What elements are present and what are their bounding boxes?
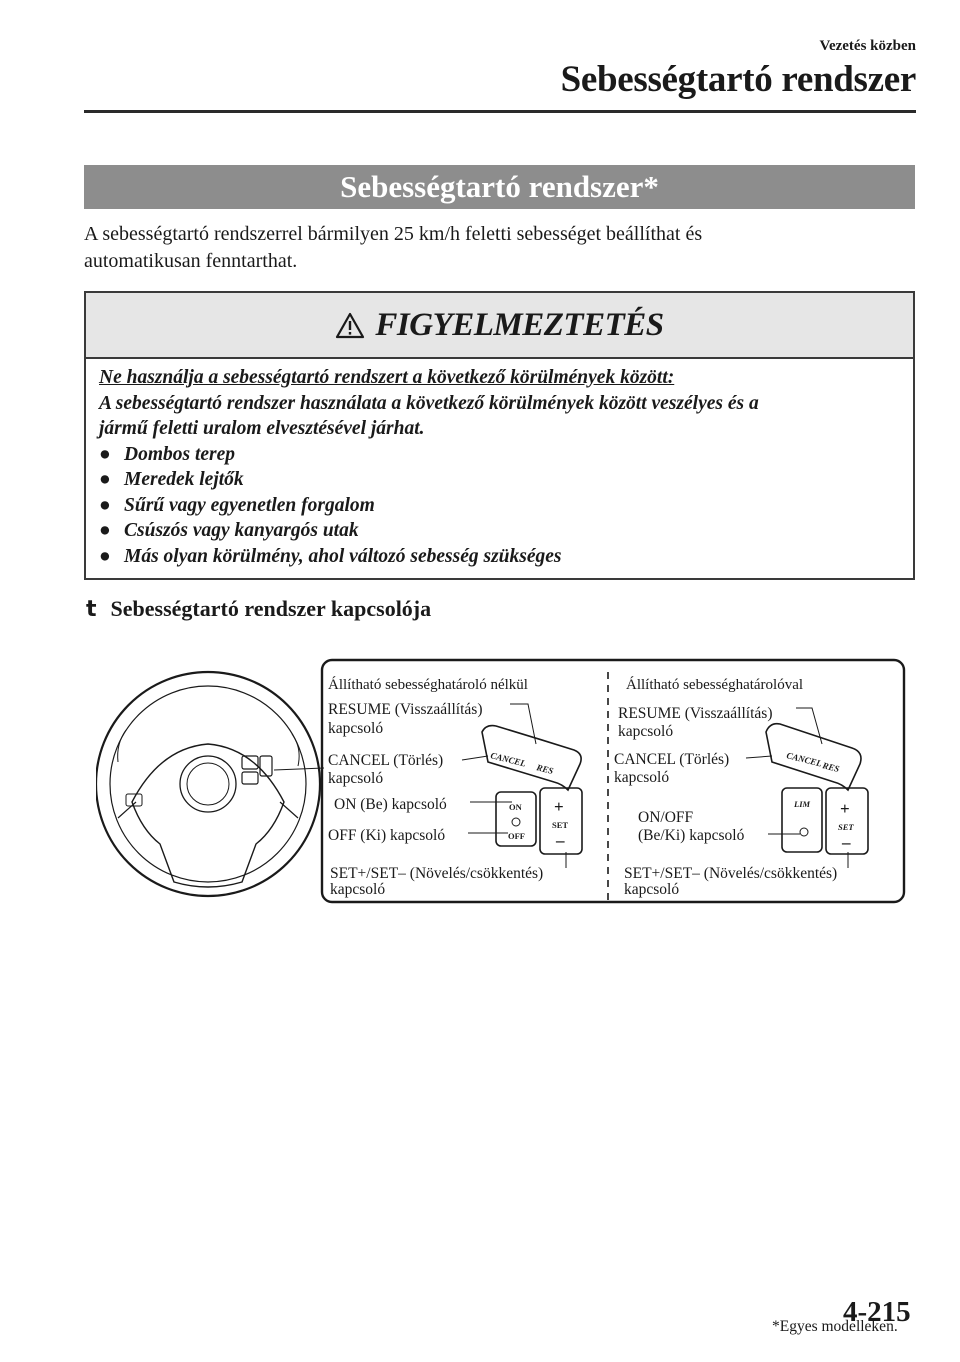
intro-line: automatikusan fenntarthat. (84, 250, 298, 272)
right-onoff-label: (Be/Ki) kapcsoló (638, 827, 745, 844)
left-plus-button-text: + (554, 797, 564, 816)
header-rule (84, 110, 916, 113)
right-cancel-leader (746, 756, 772, 758)
bullet-dot: ● (99, 520, 111, 541)
right-cancel-button-text: CANCEL (785, 750, 823, 769)
left-resume-label: kapcsoló (328, 720, 384, 737)
warning-bullet (99, 518, 901, 544)
right-resume-label: kapcsoló (618, 723, 674, 740)
subsection-marker: t (86, 597, 97, 622)
right-set-button-text: SET (838, 822, 854, 832)
bullet-dot: ● (99, 443, 111, 465)
bullet-dot: ● (99, 545, 111, 567)
warning-box (84, 291, 915, 580)
left-cancel-button-text: CANCEL (489, 750, 527, 769)
left-on-button-text: ON (509, 802, 522, 812)
warning-title: FIGYELMEZTETÉS (375, 306, 664, 343)
warning-bullet (99, 493, 901, 519)
left-off-label: OFF (Ki) kapcsoló (328, 827, 446, 844)
cruise-switch-figure (96, 652, 908, 910)
warning-text: jármű feletti uralom elvesztésével járhat. (99, 418, 425, 439)
bullet-dot: ● (99, 469, 111, 490)
warning-text: A sebességtartó rendszer használata a következő körülmények között veszélyes és a (99, 392, 759, 414)
left-on-label: ON (Be) kapcsoló (334, 796, 447, 813)
bullet-text: Más olyan körülmény, ahol változó sebesség szükséges (124, 545, 562, 567)
cruise-icon (800, 828, 808, 836)
left-set-label: SET+/SET– (Növelés/csökkentés) (330, 865, 544, 882)
left-cancel-label: kapcsoló (328, 770, 384, 787)
warning-bullet (99, 544, 901, 570)
section-title: Sebességtartó rendszer* (84, 165, 915, 209)
right-minus-button-text: – (842, 833, 851, 852)
right-resume-label: RESUME (Visszaállítás) (618, 705, 773, 722)
right-lim-button-text: LIM (794, 799, 811, 809)
left-heading: Állítható sebességhatároló nélkül (328, 677, 528, 693)
right-res-button-text: RES (821, 760, 841, 775)
warning-body (99, 365, 901, 569)
bullet-text: Sűrű vagy egyenetlen forgalom (124, 494, 375, 516)
right-set-label: kapcsoló (624, 881, 680, 898)
warning-bullet (99, 442, 901, 468)
right-cancel-label: kapcsoló (614, 769, 670, 786)
right-onoff-label: ON/OFF (638, 809, 694, 826)
cruise-icon (512, 818, 520, 826)
warning-lead: Ne használja a sebességtartó rendszert a következő körülmények között: (99, 367, 675, 388)
left-res-button-text: RES (535, 762, 555, 777)
left-set-label: kapcsoló (330, 881, 386, 898)
header-section: Vezetés közben (819, 38, 916, 54)
intro-line: A sebességtartó rendszerrel bármilyen 25 km/h feletti sebességet beállíthat és (84, 223, 703, 245)
right-panel (614, 676, 868, 898)
warning-bullet (99, 467, 901, 493)
right-cancel-label: CANCEL (Törlés) (614, 751, 730, 768)
left-cancel-label: CANCEL (Törlés) (328, 752, 444, 769)
bullet-text: Dombos terep (124, 443, 236, 465)
bullet-text: Meredek lejtők (124, 469, 244, 490)
subsection-heading (86, 596, 431, 622)
right-set-label: SET+/SET– (Növelés/csökkentés) (624, 865, 838, 882)
bullet-dot: ● (99, 494, 111, 516)
left-panel (328, 676, 582, 898)
subsection-title: Sebességtartó rendszer kapcsolója (110, 596, 432, 621)
footnote: *Egyes modelleken. (772, 1318, 898, 1335)
left-minus-button-text: – (556, 831, 565, 850)
left-resume-leader (510, 704, 536, 744)
left-set-button-text: SET (552, 820, 569, 830)
bullet-text: Csúszós vagy kanyargós utak (124, 520, 359, 541)
warning-header (86, 293, 913, 359)
right-lim-onoff-switch (782, 788, 822, 852)
page-number: 4-215 (843, 1296, 911, 1328)
right-plus-button-text: + (840, 799, 850, 818)
warning-triangle-icon (335, 312, 365, 339)
right-heading: Állítható sebességhatárolóval (626, 677, 804, 693)
left-resume-label: RESUME (Visszaállítás) (328, 701, 483, 718)
header-title: Sebességtartó rendszer (560, 59, 916, 100)
right-resume-leader (796, 708, 822, 744)
steering-wheel-illustration (96, 672, 324, 896)
left-cancel-leader (462, 756, 488, 760)
left-off-button-text: OFF (508, 831, 525, 841)
intro-paragraph (84, 221, 915, 275)
